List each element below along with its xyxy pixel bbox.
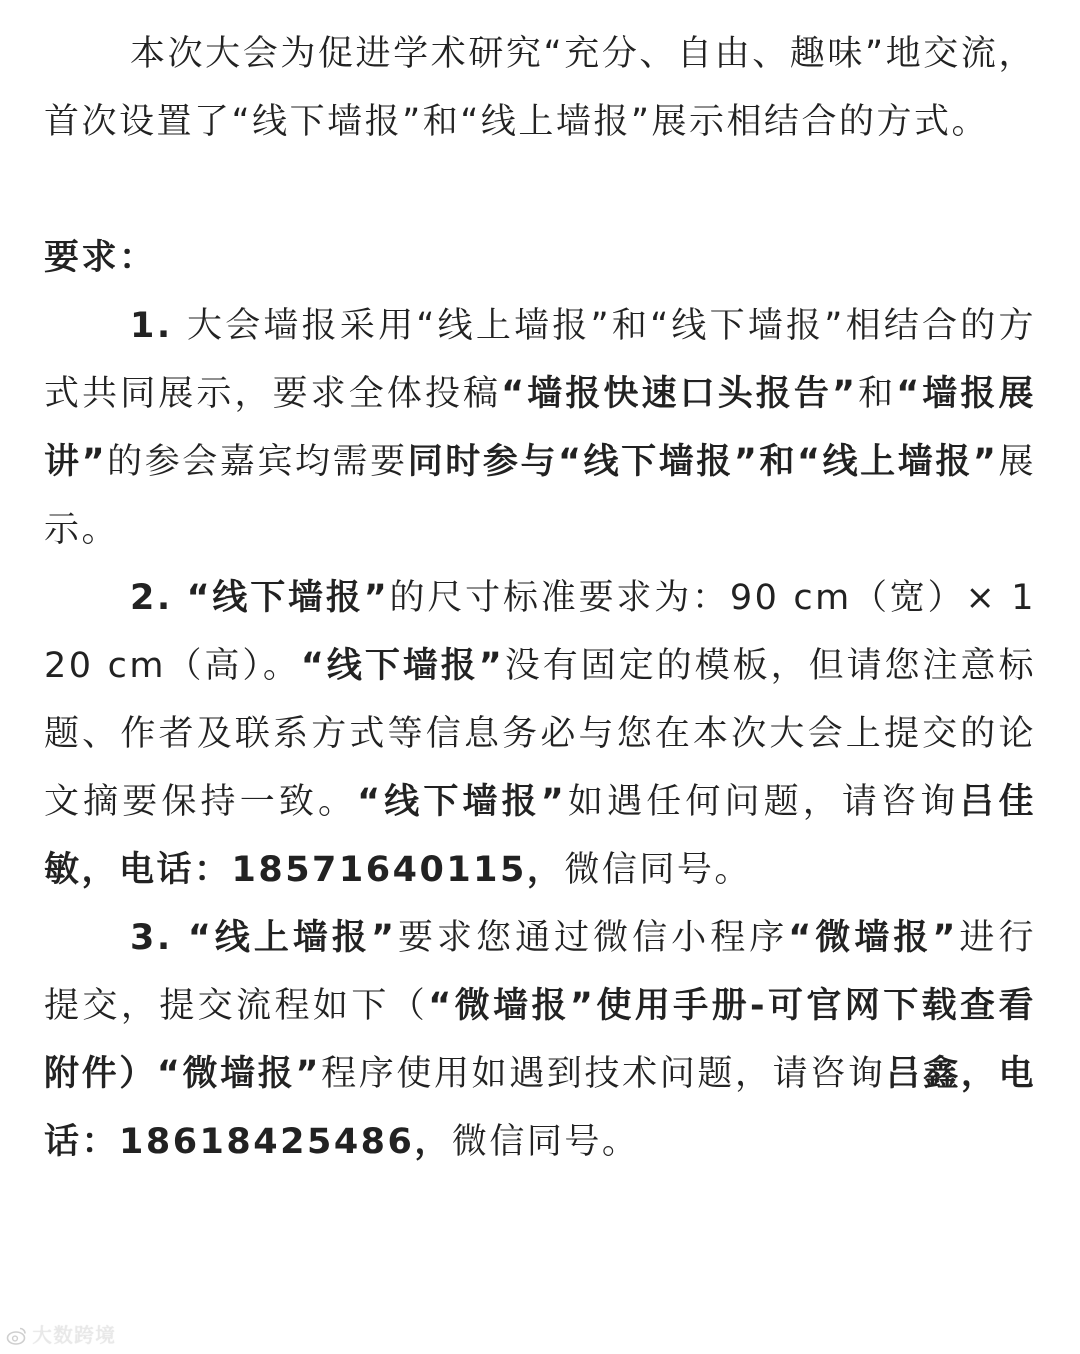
item-1-text: 大会墙报采用“线上墙报”和“线下墙报”相结合的方式共同展示，要求全体投稿 — [44, 306, 1036, 414]
item-1-text: 和 — [857, 374, 897, 414]
item-3-number: 3. — [130, 918, 173, 958]
requirement-item-2 — [44, 564, 1036, 904]
requirement-item-3 — [44, 904, 1036, 1176]
item-2-number: 2. — [130, 578, 173, 618]
intro-paragraph — [44, 20, 1036, 156]
item-1-number: 1. — [130, 306, 173, 346]
item-1-text: 展示。 — [44, 442, 1036, 550]
document-body — [44, 20, 1036, 1176]
watermark-text: 大数跨境 — [32, 1323, 116, 1347]
requirement-item-1 — [44, 292, 1036, 564]
paragraph-gap — [44, 156, 1036, 224]
requirements-heading: 要求： — [44, 238, 157, 278]
item-2-text: 没有固定的模板，但请您注意标题、作者及联系方式等信息务必与您在本次大会上提交的论文摘要保持一致。 — [44, 646, 1036, 822]
weibo-icon — [6, 1325, 28, 1347]
item-2-emphasis: “线下墙报” — [186, 578, 390, 618]
item-1-text: 的参会嘉宾均需要 — [107, 442, 408, 482]
item-3-emphasis: “微墙报”使用手册-可官网下载查看附件） — [44, 986, 1036, 1094]
item-3-contact: 吕鑫，电话：18618425486， — [44, 1054, 1036, 1162]
item-3-text: 微信同号。 — [451, 1122, 640, 1162]
item-2-text — [173, 578, 187, 618]
item-2-emphasis: “线下墙报” — [300, 646, 505, 686]
watermark — [6, 1322, 116, 1348]
item-2-emphasis: “线下墙报” — [357, 782, 567, 822]
item-2-text: 如遇任何问题，请咨询 — [566, 782, 960, 822]
item-2-text: 微信同号。 — [564, 850, 752, 890]
item-3-text: 程序使用如遇到技术问题，请咨询 — [320, 1054, 886, 1094]
item-3-emphasis: “微墙报” — [788, 918, 958, 958]
item-1-emphasis: 同时参与“线下墙报”和“线上墙报” — [407, 442, 999, 482]
item-2-text: 的尺寸标准要求为：90 cm（宽）× 120 cm（高）。 — [44, 578, 1036, 686]
item-2-contact: 吕佳敏，电话：18571640115， — [44, 782, 1036, 890]
item-3-emphasis: “线上墙报” — [187, 918, 397, 958]
item-3-emphasis: “微墙报” — [156, 1054, 321, 1094]
item-3-text — [173, 918, 188, 958]
item-1-emphasis: “墙报展讲” — [44, 374, 1036, 482]
item-3-text: 进行提交，提交流程如下（ — [44, 918, 1036, 1026]
item-3-text: 要求您通过微信小程序 — [396, 918, 789, 958]
intro-text: 本次大会为促进学术研究“充分、自由、趣味”地交流，首次设置了“线下墙报”和“线上墙报”展示相结合的方式。 — [44, 34, 1036, 142]
item-1-emphasis: “墙报快速口头报告” — [501, 374, 858, 414]
